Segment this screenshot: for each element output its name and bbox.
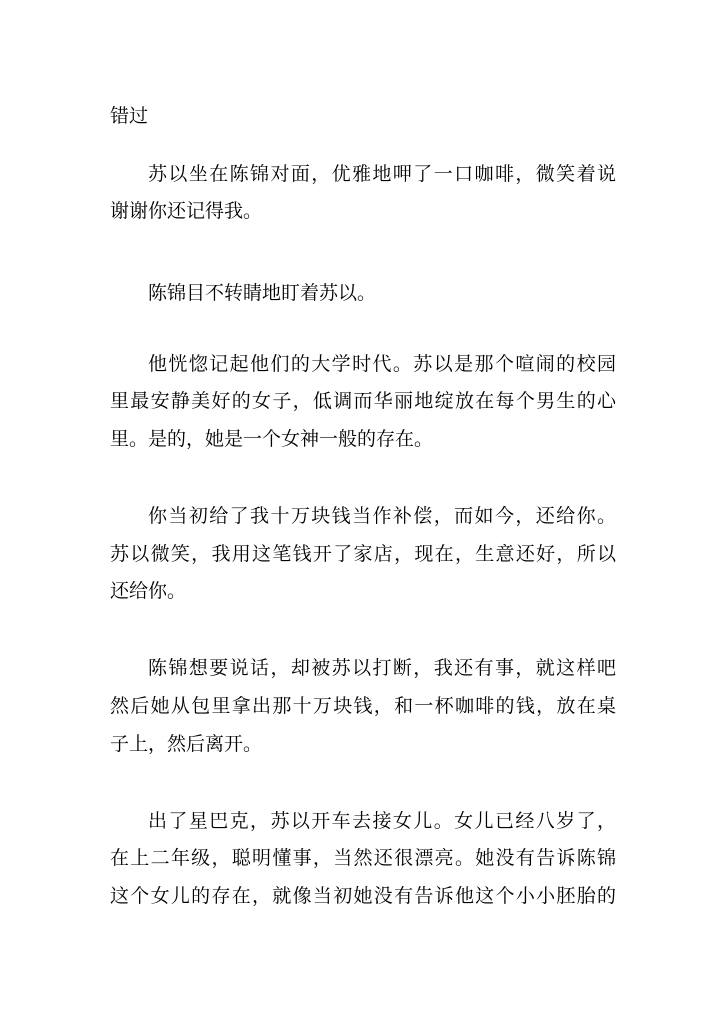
paragraph-5-line-2: 然后她从包里拿出那十万块钱，和一杯咖啡的钱，放在桌 bbox=[110, 695, 616, 717]
paragraph-5-line-3: 子上，然后离开。 bbox=[110, 733, 263, 755]
paragraph-6-line-1: 出了星巴克，苏以开车去接女儿。女儿已经八岁了， bbox=[148, 810, 616, 832]
paragraph-4-line-3: 还给你。 bbox=[110, 580, 187, 602]
paragraph-1-line-1: 苏以坐在陈锦对面，优雅地呷了一口咖啡，微笑着说 bbox=[148, 163, 616, 185]
paragraph-3-line-2: 里最安静美好的女子，低调而华丽地绽放在每个男生的心 bbox=[110, 390, 616, 412]
paragraph-6-line-3: 这个女儿的存在，就像当初她没有告诉他这个小小胚胎的 bbox=[110, 885, 616, 907]
paragraph-4-line-2: 苏以微笑，我用这笔钱开了家店，现在，生意还好，所以 bbox=[110, 543, 616, 565]
paragraph-5-line-1: 陈锦想要说话，却被苏以打断，我还有事，就这样吧 bbox=[148, 657, 616, 679]
document-title: 错过 bbox=[110, 105, 149, 127]
paragraph-2-line-1: 陈锦目不转睛地盯着苏以。 bbox=[148, 282, 377, 304]
paragraph-3-line-1: 他恍惚记起他们的大学时代。苏以是那个喧闹的校园 bbox=[148, 353, 616, 375]
paragraph-3-line-3: 里。是的，她是一个女神一般的存在。 bbox=[110, 428, 434, 450]
paragraph-6-line-2: 在上二年级，聪明懂事，当然还很漂亮。她没有告诉陈锦 bbox=[110, 847, 616, 869]
paragraph-1-line-2: 谢谢你还记得我。 bbox=[110, 200, 263, 222]
paragraph-4-line-1: 你当初给了我十万块钱当作补偿，而如今，还给你。 bbox=[148, 505, 616, 527]
